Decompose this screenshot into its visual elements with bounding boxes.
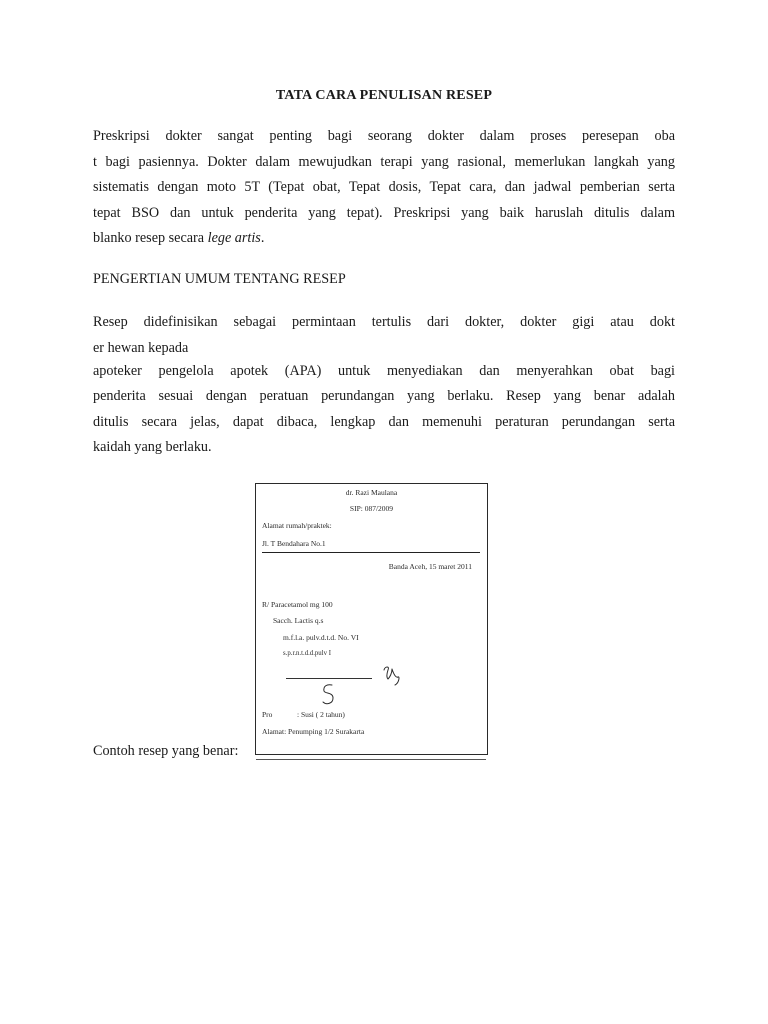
paraf-signature-icon: [382, 665, 402, 687]
handwritten-s-icon: [320, 683, 336, 707]
rx-signature-line: [286, 678, 372, 679]
intro-line: t bagi pasiennya. Dokter dalam mewujudkan terapi yang rasional, memerlukan langkah yang: [93, 153, 675, 170]
rx-signa: s.p.r.n.t.d.d.pulv I: [283, 650, 331, 657]
example-caption: Contoh resep yang benar:: [93, 743, 239, 759]
rx-address: Jl. T Bendahara No.1: [262, 539, 326, 548]
rx-header-divider: [262, 552, 480, 553]
rx-patient-name: : Susi ( 2 tahun): [297, 710, 345, 719]
rx-patient-address: Alamat: Penumping 1/2 Surakarta: [262, 727, 365, 736]
definition-line: er hewan kepada: [93, 339, 189, 356]
intro-last-punct: .: [260, 230, 265, 246]
definition-line: penderita sesuai dengan peratuan perundangan yang berlaku. Resep yang benar adalah: [93, 388, 675, 404]
rx-place-date: Banda Aceh, 15 maret 2011: [388, 562, 472, 571]
definition-line: apoteker pengelola apotek (APA) untuk menyediakan dan menyerahkan obat bagi: [93, 362, 675, 379]
intro-italic-term: lege artis: [207, 230, 261, 246]
rx-doctor-name: dr. Razi Maulana: [345, 488, 398, 497]
caption-underline: [256, 759, 486, 760]
section-heading: PENGERTIAN UMUM TENTANG RESEP: [93, 271, 346, 287]
definition-line: kaidah yang berlaku.: [93, 439, 212, 455]
rx-sip-number: SIP: 087/2009: [349, 504, 394, 513]
document-title: TATA CARA PENULISAN RESEP: [275, 88, 493, 103]
intro-line: Preskripsi dokter sangat penting bagi seorang dokter dalam proses peresepan oba: [93, 128, 675, 144]
prescription-example: [255, 483, 488, 755]
intro-line: sistematis dengan moto 5T (Tepat obat, Tepat dosis, Tepat cara, dan jadwal pemberian serta: [93, 179, 675, 195]
definition-line: ditulis secara jelas, dapat dibaca, lengkap dan memenuhi peraturan perundangan serta: [93, 413, 675, 430]
definition-paragraph: [93, 310, 675, 461]
rx-instruction: m.f.l.a. pulv.d.t.d. No. VI: [283, 633, 359, 642]
rx-medication: R/ Paracetamol mg 100: [262, 600, 333, 609]
definition-line: Resep didefinisikan sebagai permintaan tertulis dari dokter, dokter gigi atau dokt: [93, 314, 675, 330]
intro-paragraph: [93, 124, 675, 252]
rx-patient-label: Pro: [262, 710, 273, 719]
intro-last-text: blanko resep secara: [93, 230, 208, 246]
intro-line-last: [93, 226, 675, 252]
intro-line: tepat BSO dan untuk penderita yang tepat). Preskripsi yang baik haruslah ditulis dalam: [93, 204, 675, 221]
rx-ingredient: Sacch. Lactis q.s: [273, 616, 324, 625]
rx-address-label: Alamat rumah/praktek:: [262, 521, 332, 530]
